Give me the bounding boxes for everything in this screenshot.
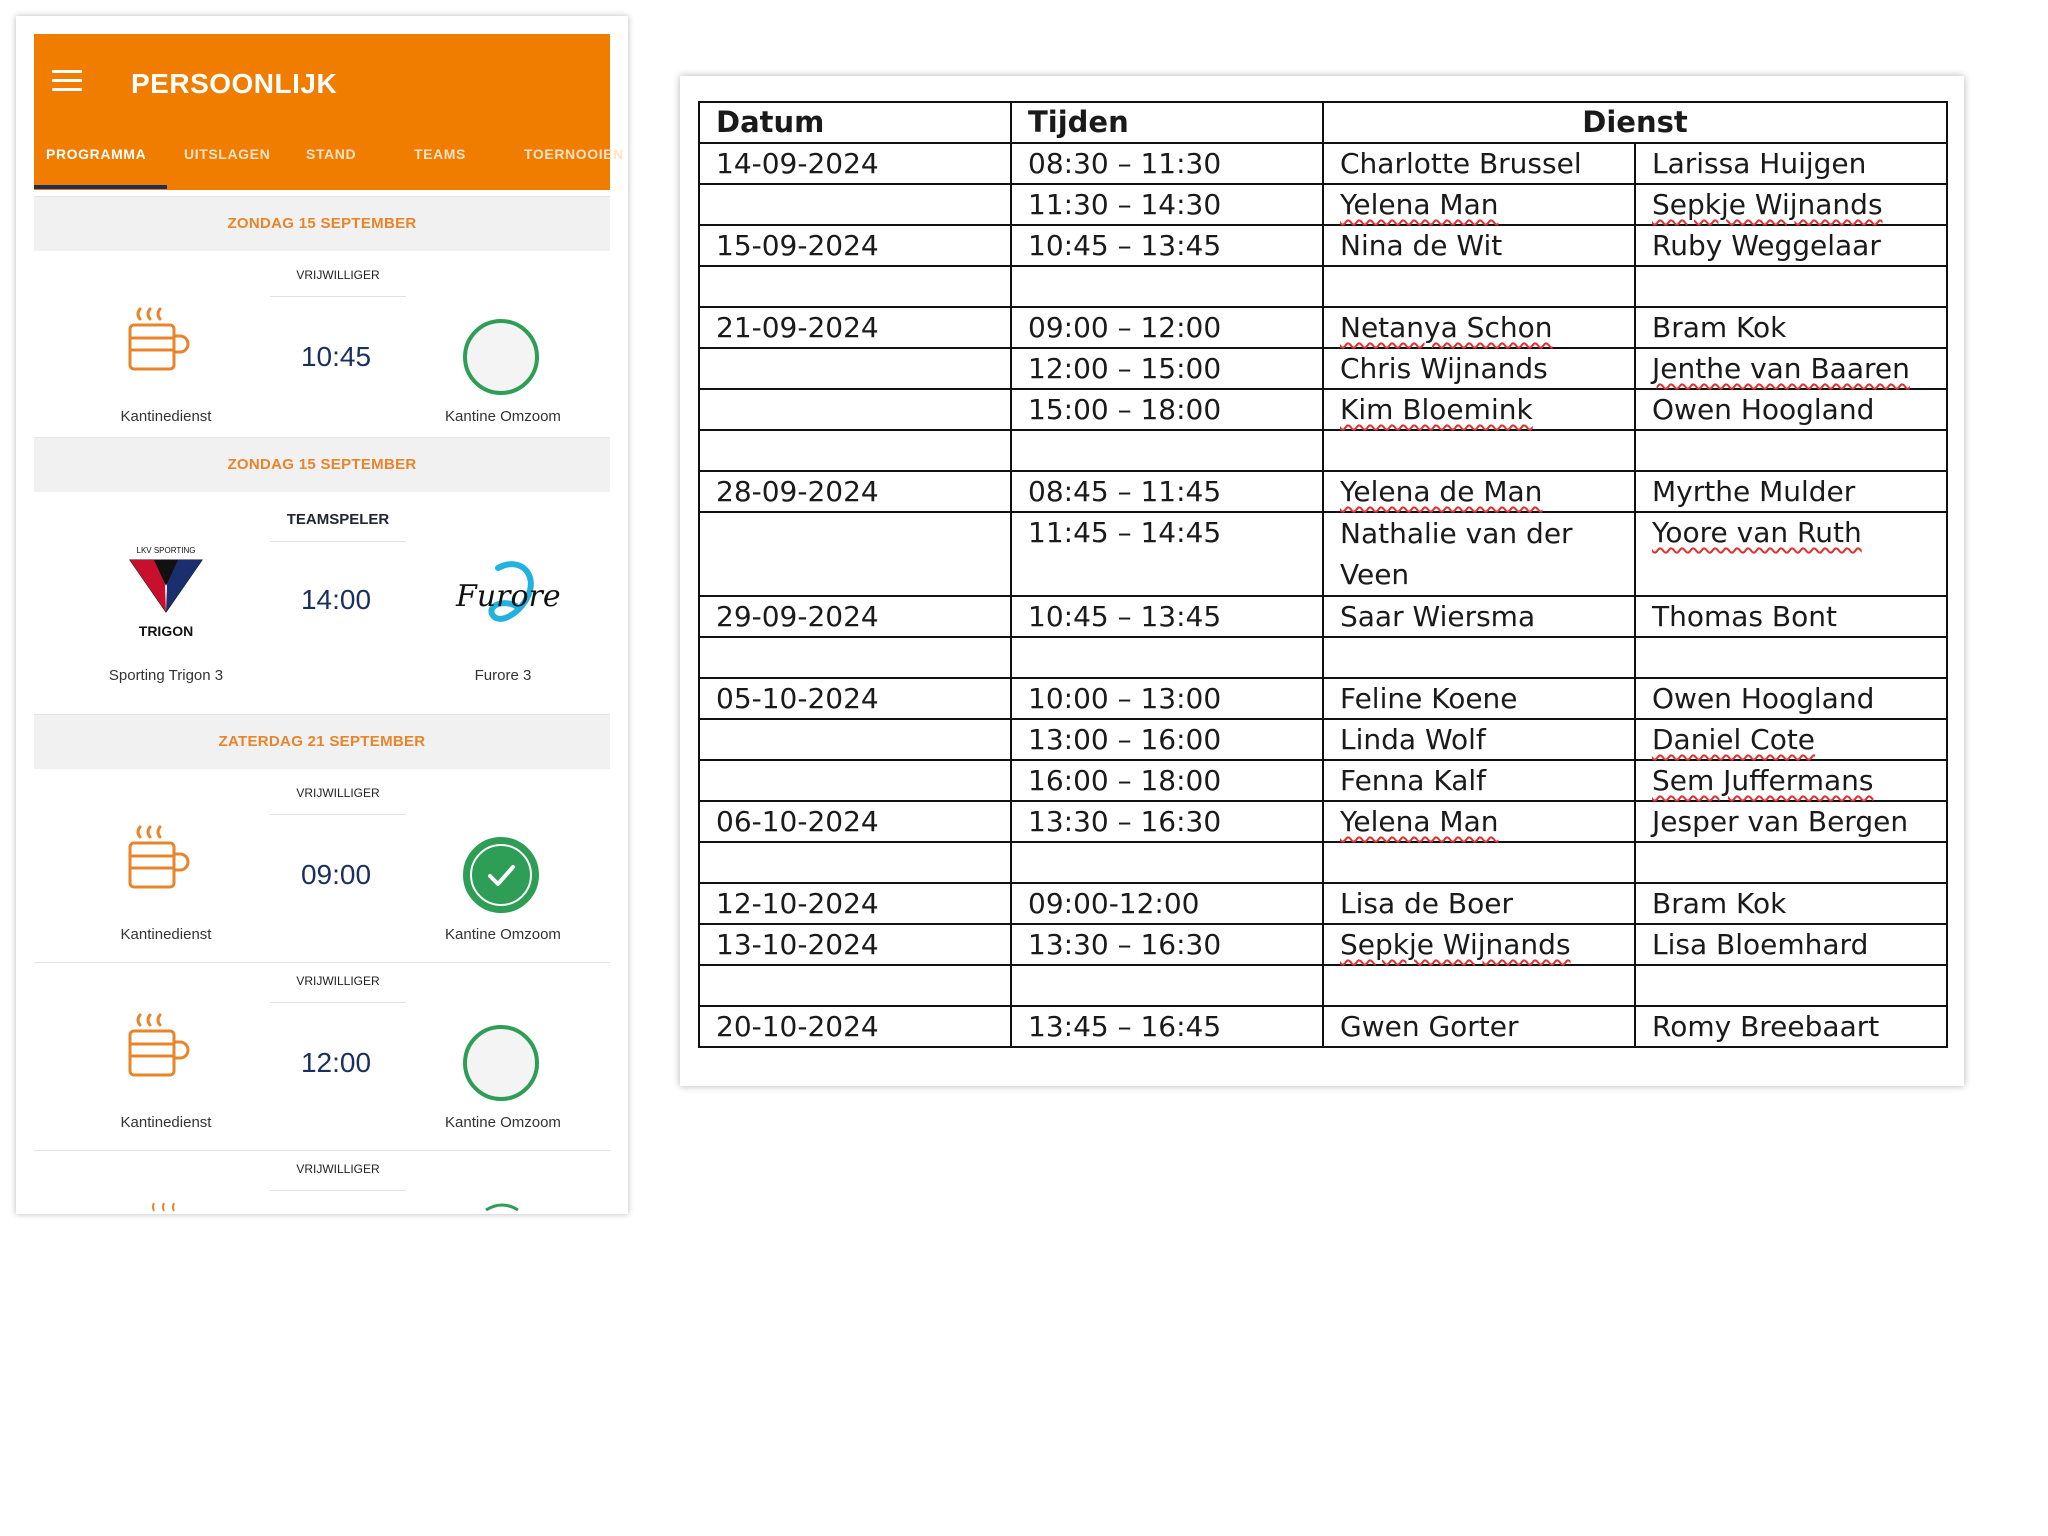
datum-cell bbox=[699, 760, 1011, 801]
dienst-cell-2: Bram Kok bbox=[1635, 307, 1947, 348]
datum-cell: 28-09-2024 bbox=[699, 471, 1011, 512]
status-confirmed-check-icon[interactable] bbox=[462, 836, 540, 914]
column-header-dienst: Dienst bbox=[1323, 102, 1947, 143]
table-row bbox=[699, 471, 1947, 512]
coffee-cup-icon bbox=[150, 1202, 190, 1212]
status-open-icon[interactable] bbox=[462, 1024, 540, 1102]
location-label: Kantine Omzoom bbox=[445, 408, 561, 425]
dienst-cell-1 bbox=[1323, 924, 1635, 965]
column-header-datum: Datum bbox=[699, 102, 1011, 143]
home-team-label: Sporting Trigon 3 bbox=[108, 667, 224, 684]
tijden-cell: 09:00 – 12:00 bbox=[1011, 307, 1323, 348]
datum-cell bbox=[699, 965, 1011, 1006]
table-row bbox=[699, 430, 1947, 471]
table-row bbox=[699, 184, 1947, 225]
event-time: 14:00 bbox=[300, 584, 372, 615]
role-label: VRIJWILLIGER bbox=[270, 260, 406, 297]
tijden-cell: 12:00 – 15:00 bbox=[1011, 348, 1323, 389]
table-row bbox=[699, 143, 1947, 184]
tab-uitslagen[interactable]: UITSLAGEN bbox=[184, 146, 271, 162]
table-row bbox=[699, 678, 1947, 719]
tijden-cell bbox=[1011, 637, 1323, 678]
spellcheck-underlined-name: Kim Bloemink bbox=[1340, 393, 1533, 426]
activity-label: Kantinedienst bbox=[120, 926, 212, 943]
dienst-cell-2 bbox=[1635, 430, 1947, 471]
datum-cell bbox=[699, 389, 1011, 430]
datum-cell: 20-10-2024 bbox=[699, 1006, 1011, 1047]
role-label: VRIJWILLIGER bbox=[270, 1154, 406, 1191]
table-row bbox=[699, 1006, 1947, 1047]
dienst-cell-1: Lisa de Boer bbox=[1323, 883, 1635, 924]
schedule-document bbox=[680, 76, 1964, 1086]
tab-programma[interactable]: PROGRAMMA bbox=[46, 146, 147, 162]
table-row bbox=[699, 842, 1947, 883]
mobile-app-screen bbox=[16, 16, 628, 1214]
table-row bbox=[699, 389, 1947, 430]
dienst-cell-2 bbox=[1635, 512, 1947, 596]
spellcheck-underlined-name: Yoore van Ruth bbox=[1652, 516, 1862, 549]
spellcheck-underlined-name: Sepkje Wijnands bbox=[1652, 188, 1883, 221]
tijden-cell bbox=[1011, 266, 1323, 307]
dienst-cell-1 bbox=[1323, 965, 1635, 1006]
tijden-cell bbox=[1011, 842, 1323, 883]
location-label: Kantine Omzoom bbox=[445, 926, 561, 943]
table-row bbox=[699, 801, 1947, 842]
dienst-cell-1 bbox=[1323, 471, 1635, 512]
table-row bbox=[699, 307, 1947, 348]
tijden-cell: 13:30 – 16:30 bbox=[1011, 801, 1323, 842]
event-time: 10:45 bbox=[300, 341, 372, 372]
dienst-cell-2 bbox=[1635, 637, 1947, 678]
tijden-cell: 11:30 – 14:30 bbox=[1011, 184, 1323, 225]
dienst-cell-1 bbox=[1323, 430, 1635, 471]
coffee-cup-icon bbox=[120, 1012, 192, 1082]
datum-cell bbox=[699, 719, 1011, 760]
dienst-cell-2: Bram Kok bbox=[1635, 883, 1947, 924]
furore-logo bbox=[454, 558, 561, 634]
dienst-cell-1 bbox=[1323, 266, 1635, 307]
dienst-cell-1: Saar Wiersma bbox=[1323, 596, 1635, 637]
datum-cell: 06-10-2024 bbox=[699, 801, 1011, 842]
tab-toernooien[interactable]: TOERNOOIEN bbox=[524, 146, 624, 162]
dienst-cell-1: Linda Wolf bbox=[1323, 719, 1635, 760]
spellcheck-underlined-name: Daniel Cote bbox=[1652, 723, 1816, 756]
status-open-icon[interactable] bbox=[462, 318, 540, 396]
table-row bbox=[699, 883, 1947, 924]
tijden-cell: 08:30 – 11:30 bbox=[1011, 143, 1323, 184]
tijden-cell: 13:45 – 16:45 bbox=[1011, 1006, 1323, 1047]
datum-cell: 15-09-2024 bbox=[699, 225, 1011, 266]
hamburger-menu-icon[interactable] bbox=[52, 70, 82, 92]
dienst-cell-2: Myrthe Mulder bbox=[1635, 471, 1947, 512]
table-row bbox=[699, 266, 1947, 307]
date-header: ZONDAG 15 SEPTEMBER bbox=[34, 437, 610, 492]
volunteer-schedule-table bbox=[698, 101, 1948, 1048]
spellcheck-underlined-name: Netanya Schon bbox=[1340, 311, 1553, 344]
datum-cell: 21-09-2024 bbox=[699, 307, 1011, 348]
activity-label: Kantinedienst bbox=[120, 408, 212, 425]
table-row bbox=[699, 596, 1947, 637]
event-time: 09:00 bbox=[300, 859, 372, 890]
date-header: ZATERDAG 21 SEPTEMBER bbox=[34, 714, 610, 769]
table-row bbox=[699, 637, 1947, 678]
datum-cell: 13-10-2024 bbox=[699, 924, 1011, 965]
dienst-cell-2: Thomas Bont bbox=[1635, 596, 1947, 637]
dienst-cell-1 bbox=[1323, 307, 1635, 348]
dienst-cell-2: Jesper van Bergen bbox=[1635, 801, 1947, 842]
logo-name: TRIGON bbox=[138, 623, 194, 639]
tijden-cell bbox=[1011, 430, 1323, 471]
tijden-cell: 13:00 – 16:00 bbox=[1011, 719, 1323, 760]
spellcheck-underlined-name: Jenthe van Baaren bbox=[1652, 352, 1910, 385]
dienst-cell-1: Fenna Kalf bbox=[1323, 760, 1635, 801]
tijden-cell: 10:00 – 13:00 bbox=[1011, 678, 1323, 719]
table-header-row bbox=[699, 102, 1947, 143]
datum-cell: 12-10-2024 bbox=[699, 883, 1011, 924]
column-header-tijden: Tijden bbox=[1011, 102, 1323, 143]
app-header bbox=[34, 34, 624, 190]
date-header: ZONDAG 15 SEPTEMBER bbox=[34, 196, 610, 251]
coffee-cup-icon bbox=[120, 306, 192, 376]
dienst-cell-1 bbox=[1323, 801, 1635, 842]
item-divider bbox=[34, 1150, 610, 1151]
tijden-cell: 15:00 – 18:00 bbox=[1011, 389, 1323, 430]
dienst-cell-2: Lisa Bloemhard bbox=[1635, 924, 1947, 965]
tijden-cell: 10:45 – 13:45 bbox=[1011, 596, 1323, 637]
datum-cell bbox=[699, 637, 1011, 678]
sporting-trigon-logo bbox=[124, 544, 208, 644]
location-label: Kantine Omzoom bbox=[445, 1114, 561, 1131]
tab-teams[interactable]: TEAMS bbox=[414, 146, 466, 162]
tijden-cell: 08:45 – 11:45 bbox=[1011, 471, 1323, 512]
logo-text: Furore bbox=[456, 579, 561, 614]
dienst-cell-1: Nina de Wit bbox=[1323, 225, 1635, 266]
status-open-icon[interactable] bbox=[482, 1202, 522, 1212]
datum-cell bbox=[699, 348, 1011, 389]
dienst-cell-2 bbox=[1635, 266, 1947, 307]
dienst-cell-1 bbox=[1323, 184, 1635, 225]
datum-cell bbox=[699, 184, 1011, 225]
datum-cell: 05-10-2024 bbox=[699, 678, 1011, 719]
dienst-cell-1 bbox=[1323, 637, 1635, 678]
role-label: TEAMSPELER bbox=[270, 505, 406, 542]
table-row bbox=[699, 965, 1947, 1006]
table-row bbox=[699, 225, 1947, 266]
tab-stand[interactable]: STAND bbox=[306, 146, 357, 162]
datum-cell bbox=[699, 266, 1011, 307]
dienst-cell-1 bbox=[1323, 389, 1635, 430]
tijden-cell: 16:00 – 18:00 bbox=[1011, 760, 1323, 801]
dienst-cell-2: Ruby Weggelaar bbox=[1635, 225, 1947, 266]
datum-cell bbox=[699, 842, 1011, 883]
dienst-cell-2: Larissa Huijgen bbox=[1635, 143, 1947, 184]
dienst-cell-2 bbox=[1635, 719, 1947, 760]
dienst-cell-1: Nathalie van der Veen bbox=[1323, 512, 1635, 596]
table-row bbox=[699, 512, 1947, 596]
away-team-label: Furore 3 bbox=[474, 667, 532, 684]
role-label: VRIJWILLIGER bbox=[270, 966, 406, 1003]
tijden-cell: 09:00-12:00 bbox=[1011, 883, 1323, 924]
item-divider bbox=[34, 962, 610, 963]
datum-cell: 29-09-2024 bbox=[699, 596, 1011, 637]
event-time: 12:00 bbox=[300, 1047, 372, 1078]
dienst-cell-1: Chris Wijnands bbox=[1323, 348, 1635, 389]
table-row bbox=[699, 719, 1947, 760]
dienst-cell-2 bbox=[1635, 760, 1947, 801]
spellcheck-underlined-name: Yelena Man bbox=[1340, 188, 1499, 221]
table-body bbox=[699, 143, 1947, 1047]
datum-cell bbox=[699, 512, 1011, 596]
datum-cell bbox=[699, 430, 1011, 471]
dienst-cell-1: Feline Koene bbox=[1323, 678, 1635, 719]
tijden-cell: 10:45 – 13:45 bbox=[1011, 225, 1323, 266]
logo-text: LKV SPORTING bbox=[136, 546, 196, 555]
table-row bbox=[699, 924, 1947, 965]
active-tab-indicator bbox=[34, 185, 167, 189]
dienst-cell-2 bbox=[1635, 842, 1947, 883]
dienst-cell-2: Romy Breebaart bbox=[1635, 1006, 1947, 1047]
dienst-cell-2 bbox=[1635, 348, 1947, 389]
dienst-cell-1: Gwen Gorter bbox=[1323, 1006, 1635, 1047]
activity-label: Kantinedienst bbox=[120, 1114, 212, 1131]
dienst-cell-2 bbox=[1635, 965, 1947, 1006]
page-title: PERSOONLIJK bbox=[131, 68, 338, 99]
dienst-cell-2 bbox=[1635, 184, 1947, 225]
datum-cell: 14-09-2024 bbox=[699, 143, 1011, 184]
tijden-cell: 11:45 – 14:45 bbox=[1011, 512, 1323, 596]
spellcheck-underlined-name: Sepkje Wijnands bbox=[1340, 928, 1571, 961]
dienst-cell-2: Owen Hoogland bbox=[1635, 678, 1947, 719]
spellcheck-underlined-name: Yelena de Man bbox=[1340, 475, 1543, 508]
coffee-cup-icon bbox=[120, 824, 192, 894]
spellcheck-underlined-name: Sem Juffermans bbox=[1652, 764, 1874, 797]
role-label: VRIJWILLIGER bbox=[270, 778, 406, 815]
tijden-cell bbox=[1011, 965, 1323, 1006]
dienst-cell-1: Charlotte Brussel bbox=[1323, 143, 1635, 184]
dienst-cell-1 bbox=[1323, 842, 1635, 883]
tijden-cell: 13:30 – 16:30 bbox=[1011, 924, 1323, 965]
dienst-cell-2: Owen Hoogland bbox=[1635, 389, 1947, 430]
table-row bbox=[699, 760, 1947, 801]
table-row bbox=[699, 348, 1947, 389]
spellcheck-underlined-name: Yelena Man bbox=[1340, 805, 1499, 838]
